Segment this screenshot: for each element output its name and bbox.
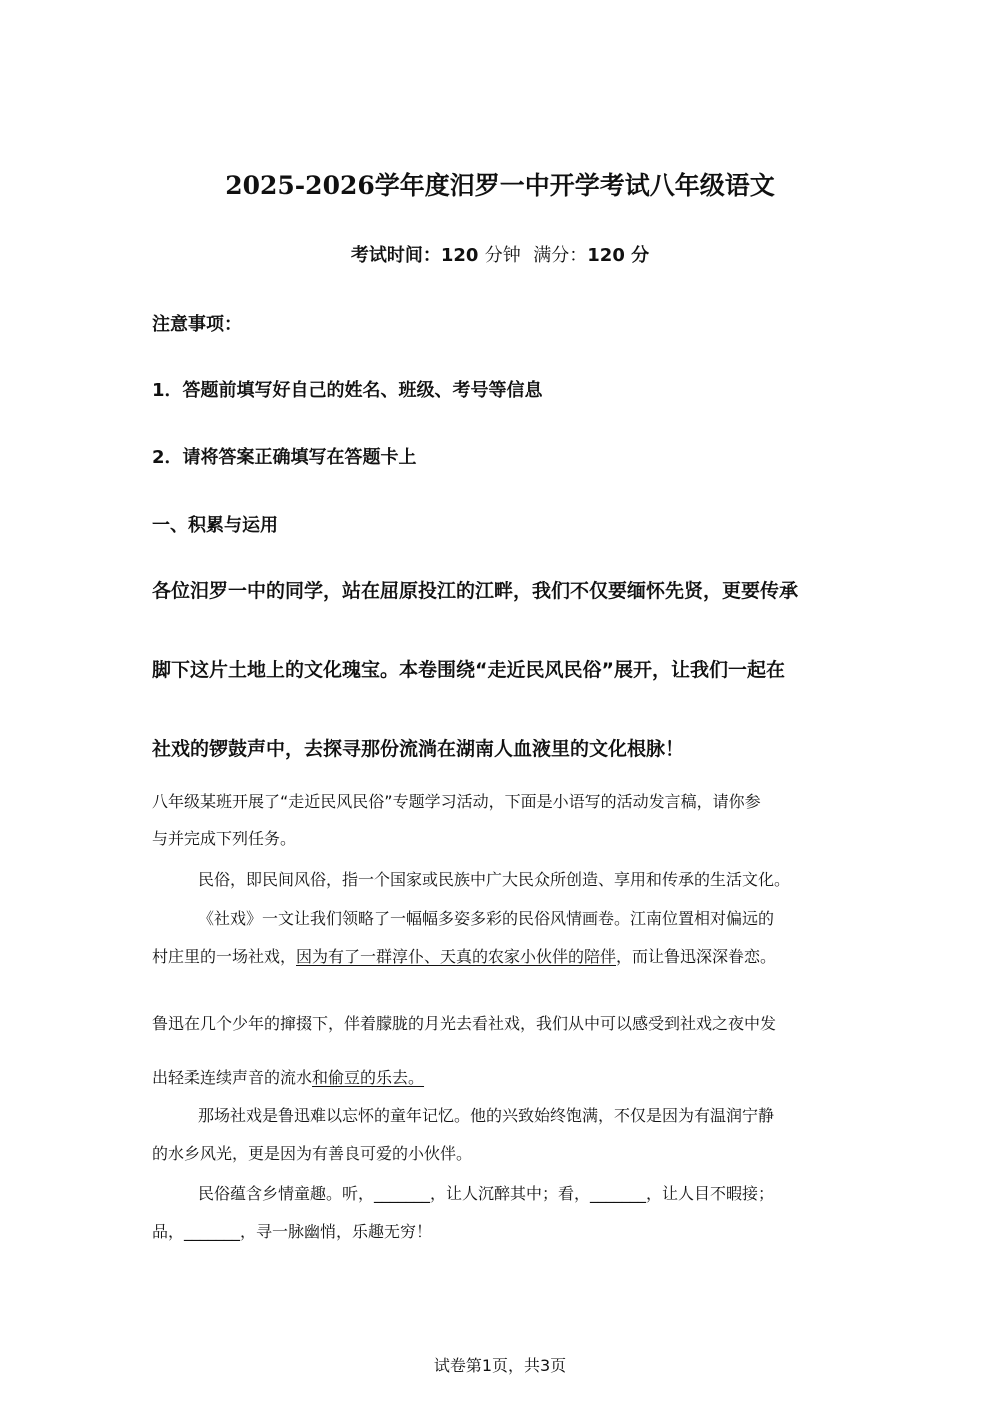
paragraph-5-line-2: 品，_______，寻一脉幽悄，乐趣无穷！ [152,1222,433,1241]
paragraph-4-line-1: 那场社戏是鲁迅难以忘怀的童年记忆。他的兴致始终饱满，不仅是因为有温润宁静 [198,1106,775,1125]
p3-text-a: 出轻柔连续声音的流水 [152,1068,313,1087]
intro-line-1: 各位汨罗一中的同学，站在屈原投江的江畔，我们不仅要缅怀先贤，更要传承 [152,580,799,602]
notice-item-2: 2．请将答案正确填写在答题卡上 [152,447,417,468]
paragraph-4-line-2: 的水乡风光，更是因为有善良可爱的小伙伴。 [152,1144,473,1163]
p2-text-b: ，而让鲁迅深深眷恋。 [616,947,777,966]
exam-info [0,242,1000,270]
exam-time-label: 考试时间： [350,245,441,266]
paragraph-5-line-1: 民俗蕴含乡情童趣。听，_______，让人沉醉其中；看，_______，让人目不暇接； [198,1184,775,1203]
paragraph-1: 民俗，即民间风俗，指一个国家或民族中广大民众所创造、享用和传承的生活文化。 [198,870,791,889]
exam-time-unit: 分钟 [484,245,521,266]
intro-line-2: 脚下这片土地上的文化瑰宝。本卷围绕“走近民风民俗”展开，让我们一起在 [152,659,785,681]
exam-time-value: 120 [440,245,479,266]
full-score-unit: 分 [631,245,650,266]
paragraph-2-line-1: 《社戏》一文让我们领略了一幅幅多姿多彩的民俗风情画卷。江南位置相对偏远的 [198,909,775,928]
paragraph-3-line-1: 鲁迅在几个少年的撺掇下，伴着朦胧的月光去看社戏，我们从中可以感受到社戏之夜中发 [152,1014,777,1033]
exam-title: 2025-2026学年度汨罗一中开学考试八年级语文 [225,171,775,200]
full-score-label: 满分： [533,245,588,266]
p3-underlined-phrase: 和偷豆的乐去。 [312,1068,425,1087]
intro-line-3: 社戏的锣鼓声中，去探寻那份流淌在湖南人血液里的文化根脉！ [152,738,685,760]
paragraph-3-line-2 [152,1065,424,1091]
section-heading: 一、积累与运用 [152,515,278,536]
p2-underlined-phrase: 因为有了一群淳仆、天真的农家小伙伴的陪伴 [296,947,617,966]
notice-heading: 注意事项： [152,314,242,335]
paragraph-2-line-2 [152,944,776,970]
task-line-1: 八年级某班开展了“走近民风民俗”专题学习活动，下面是小语写的活动发言稿，请你参 [152,792,761,811]
page-footer: 试卷第1页，共3页 [433,1356,567,1375]
p2-text-a: 村庄里的一场社戏， [152,947,297,966]
task-line-2: 与并完成下列任务。 [152,829,297,848]
full-score-value: 120 [587,245,625,266]
notice-item-1: 1．答题前填写好自己的姓名、班级、考号等信息 [152,380,543,401]
